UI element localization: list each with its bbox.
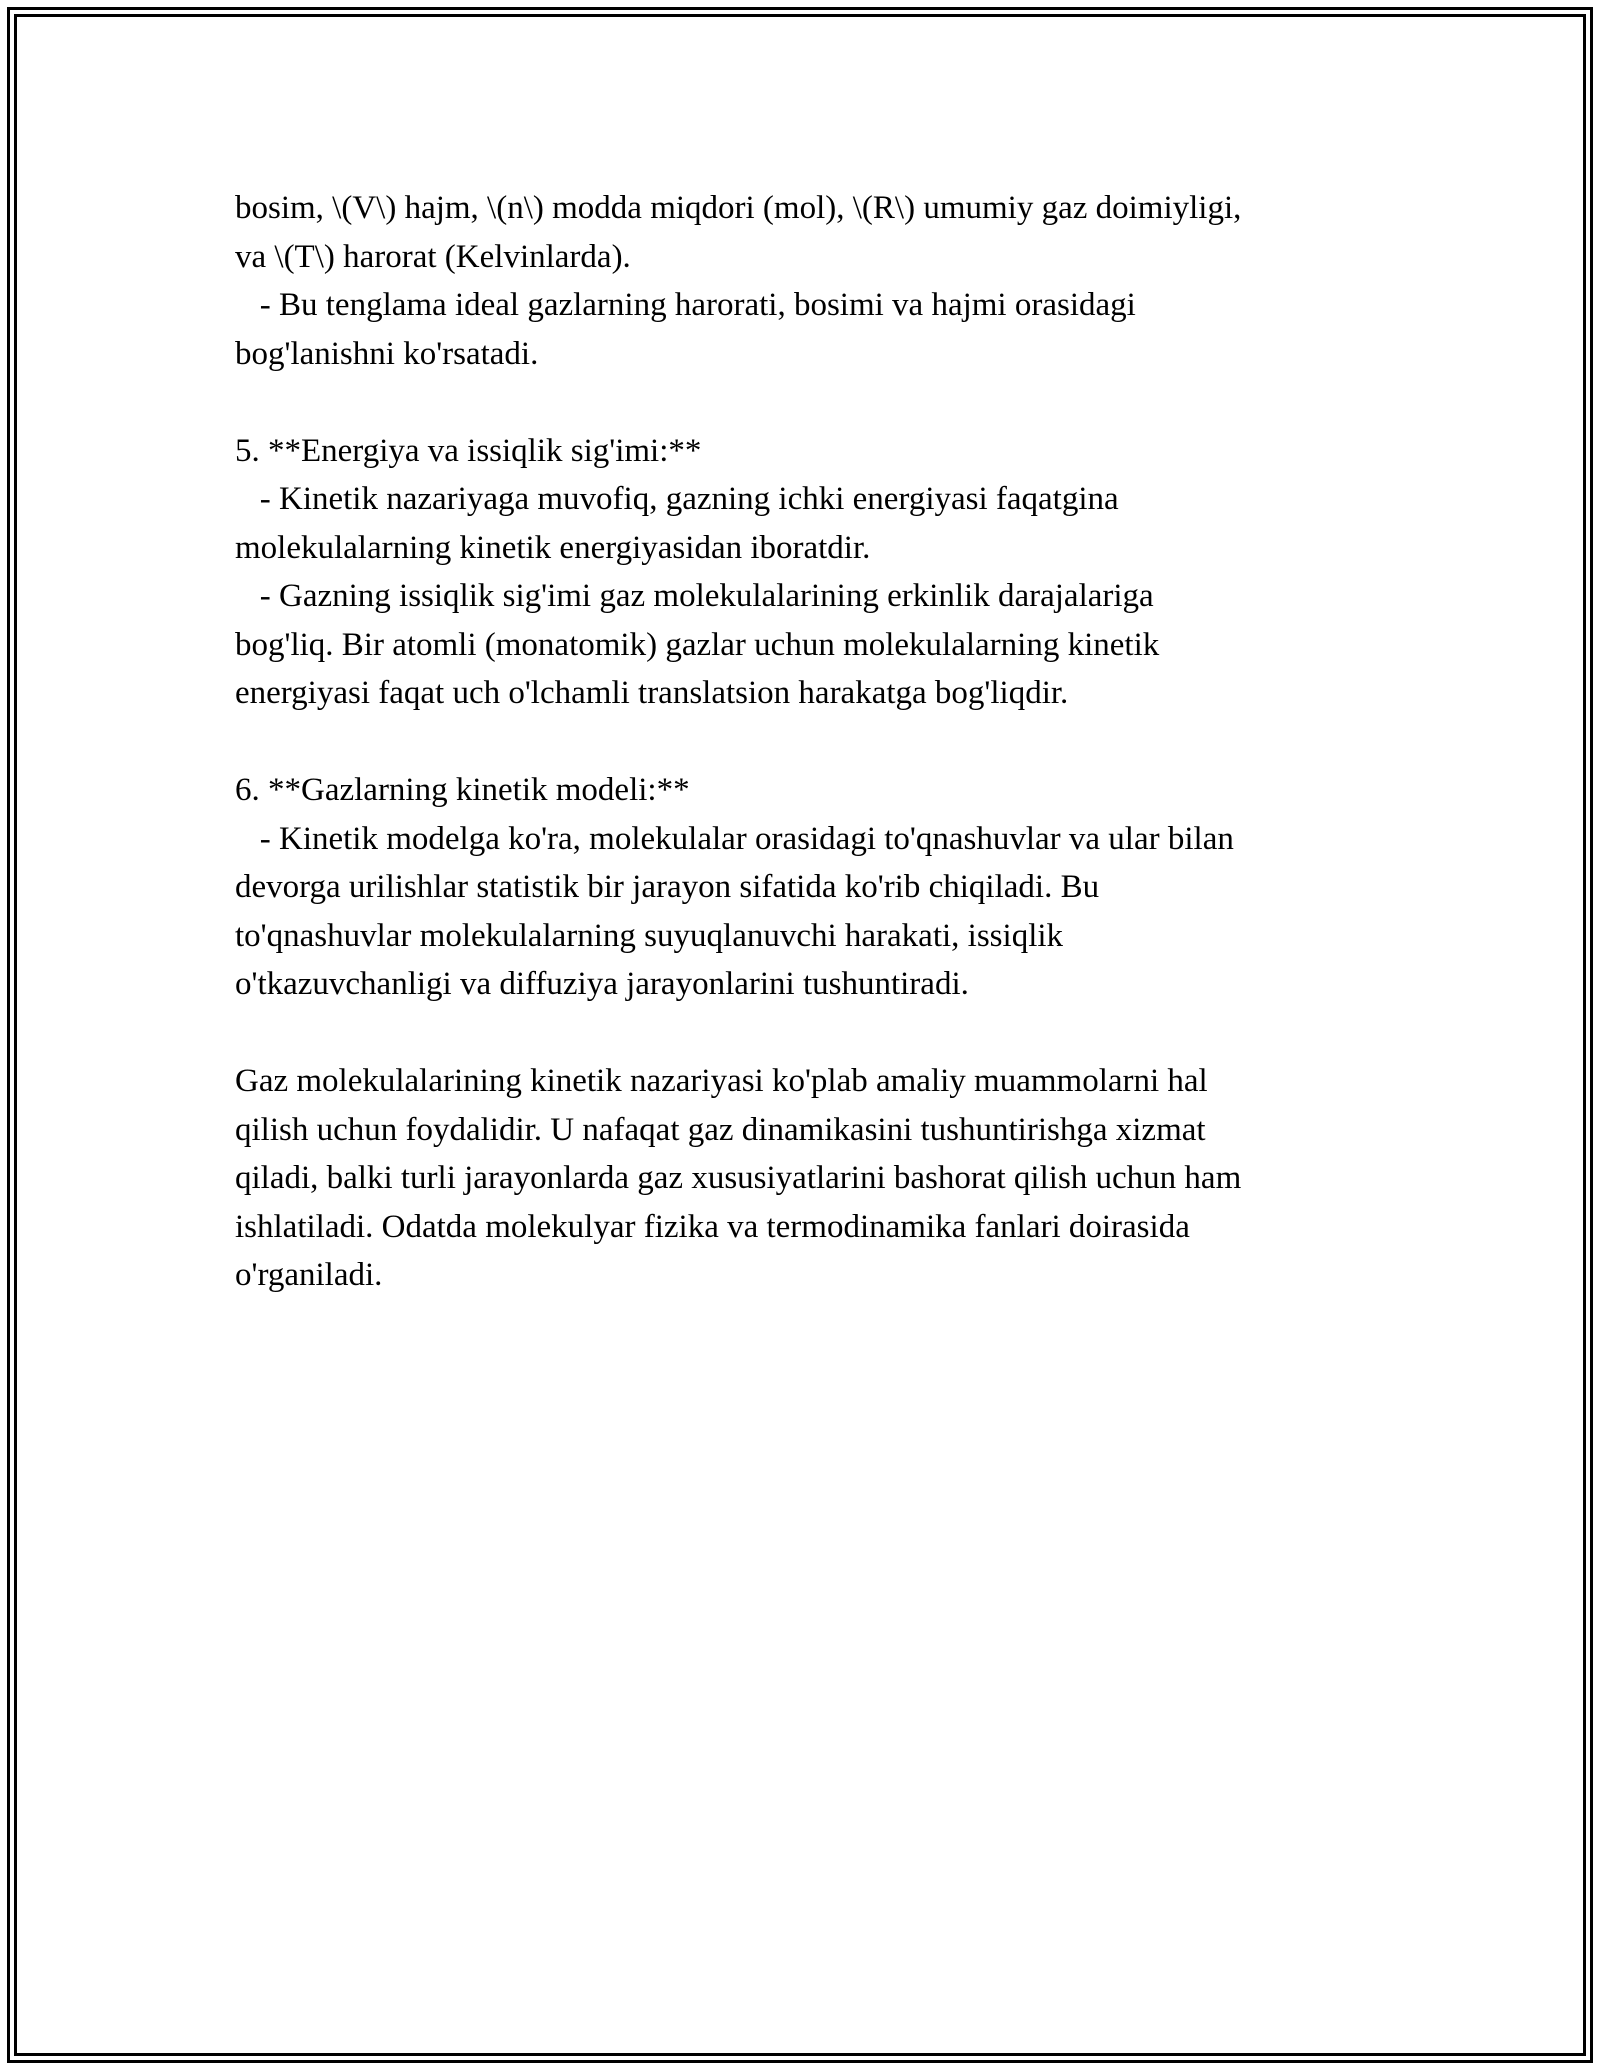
text-line: to'qnashuvlar molekulalarning suyuqlanuvchi harakati, issiqlik (235, 917, 1064, 954)
text-line: molekulalarning kinetik energiyasidan iboratdir. (235, 529, 871, 566)
text-line: va \(T\) harorat (Kelvinlarda). (235, 238, 631, 275)
text-line: devorga urilishlar statistik bir jarayon sifatida ko'rib chiqiladi. Bu (235, 869, 1100, 905)
blank-line (235, 378, 1370, 427)
text-line: qiladi, balki turli jarayonlarda gaz xususiyatlarini bashorat qilish uchun ham (235, 1160, 1242, 1196)
blank-line (235, 1009, 1370, 1058)
text-line: Gaz molekulalarining kinetik nazariyasi ko'plab amaliy muammolarni hal (235, 1063, 1208, 1099)
blank-line (235, 718, 1370, 767)
text-line: - Kinetik modelga ko'ra, molekulalar orasidagi to'qnashuvlar va ular bilan (235, 820, 1234, 857)
text-line: o'tkazuvchanligi va diffuziya jarayonlarini tushuntiradi. (235, 966, 969, 1002)
text-line: bosim, \(V\) hajm, \(n\) modda miqdori (mol), \(R\) umumiy gaz doimiyligi, (235, 190, 1242, 226)
text-line: - Kinetik nazariyaga muvofiq, gazning ichki energiyasi faqatgina (235, 481, 1119, 517)
text-line: o'rganiladi. (235, 1257, 383, 1293)
text-line: qilish uchun foydalidir. U nafaqat gaz dinamikasini tushuntirishga xizmat (235, 1111, 1206, 1148)
section-heading: 6. **Gazlarning kinetik modeli:** (235, 772, 690, 808)
text-line: bog'liq. Bir atomli (monatomik) gazlar uchun molekulalarning kinetik (235, 626, 1160, 663)
text-line: ishlatiladi. Odatda molekulyar fizika va termodinamika fanlari doirasida (235, 1208, 1190, 1245)
document-body (235, 184, 1370, 1300)
text-line: bog'lanishni ko'rsatadi. (235, 335, 539, 372)
section-heading: 5. **Energiya va issiqlik sig'imi:** (235, 432, 702, 469)
text-line: - Gazning issiqlik sig'imi gaz molekulalarining erkinlik darajalariga (235, 578, 1154, 614)
text-line: energiyasi faqat uch o'lchamli translatsion harakatga bog'liqdir. (235, 675, 1069, 711)
text-line: - Bu tenglama ideal gazlarning harorati, bosimi va hajmi orasidagi (235, 287, 1136, 323)
